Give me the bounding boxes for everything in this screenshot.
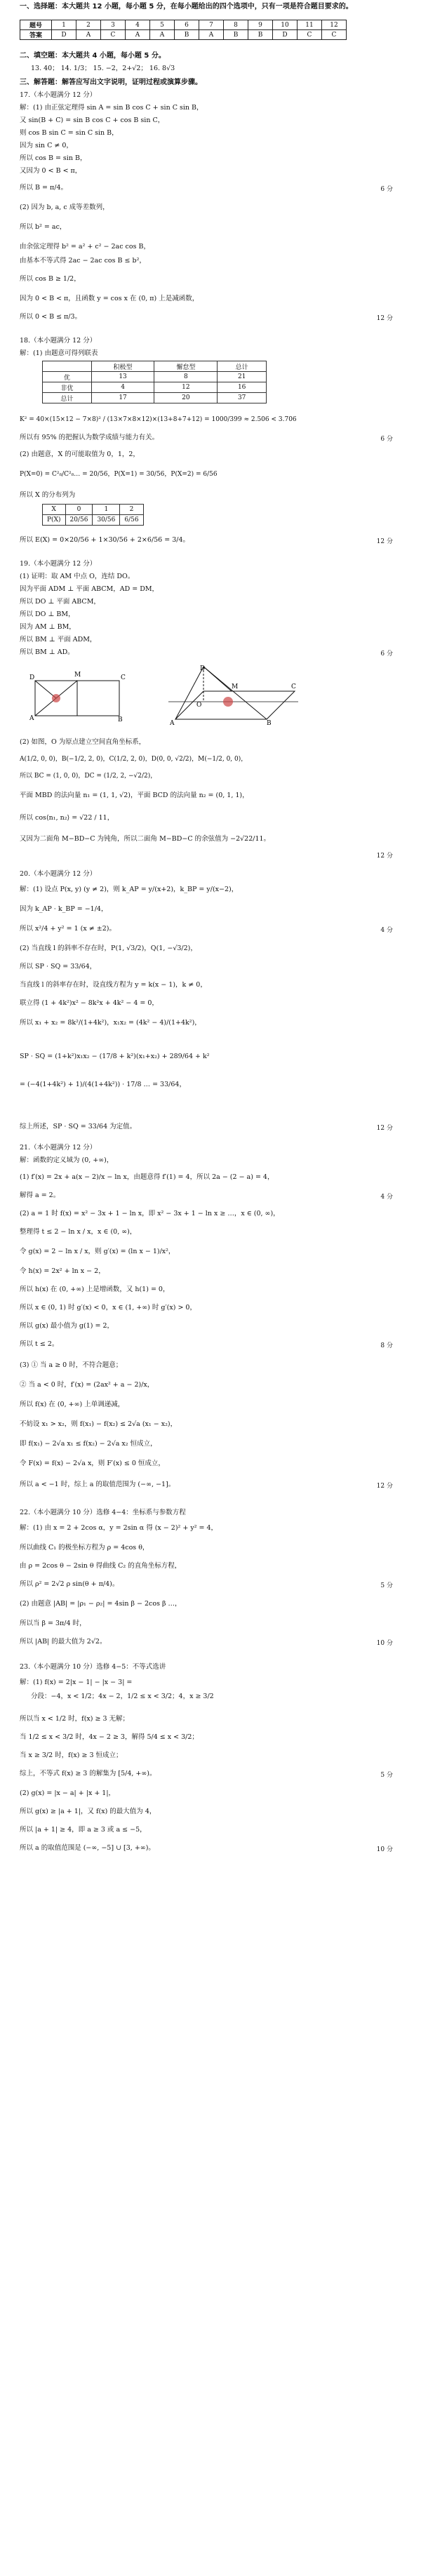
table-cell: 9 xyxy=(248,20,273,30)
table-cell: 37 xyxy=(218,393,267,403)
q21-line: 所以 h(x) 在 (0, +∞) 上是增函数，又 h(1) = 0， xyxy=(20,1286,170,1293)
score-mark: 5 分 xyxy=(380,1772,393,1779)
q18-line: 所以有 95% 的把握认为数学成绩与能力有关。 xyxy=(20,434,159,441)
table-cell: 8 xyxy=(154,372,218,382)
svg-text:D: D xyxy=(29,674,35,681)
table-cell: B xyxy=(224,30,248,40)
table-cell: 20/56 xyxy=(65,515,93,526)
table-cell: B xyxy=(248,30,273,40)
q19-line: 平面 MBD 的法向量 n₁ = (1, 1, √2)，平面 BCD 的法向量 n₂ = (0, 1, 1)， xyxy=(20,792,249,799)
table-cell: 4 xyxy=(91,382,154,393)
table-cell xyxy=(43,361,92,372)
svg-text:A: A xyxy=(29,715,34,722)
q23-line: 所以 |a + 1| ≥ 4，即 a ≥ 3 或 a ≤ −5， xyxy=(20,1826,147,1834)
score-mark: 12 分 xyxy=(376,1125,393,1132)
q20-title: 20.（本小题满分 12 分） xyxy=(20,870,97,878)
section1-heading: 一、选择题：本大题共 12 小题，每小题 5 分，在每小题给出的四个选项中，只有一项是符合题目要求的。 xyxy=(20,3,353,11)
q21-line: 不妨设 x₁ > x₂，则 f(x₁) − f(x₂) ≤ 2√a (x₁ − x₂)， xyxy=(20,1420,178,1428)
contingency-table xyxy=(42,361,267,403)
q18-line: 所以 E(X) = 0×20/56 + 1×30/56 + 2×6/56 = 3/4。 xyxy=(20,536,190,544)
q21-line: ② 当 a < 0 时，f′(x) = (2ax² + a − 2)/x， xyxy=(20,1381,154,1389)
table-cell: X xyxy=(43,505,66,515)
q19-line: 因为 AM ⊥ BM， xyxy=(20,623,76,631)
table-cell: 积极型 xyxy=(91,361,154,372)
q21-line: (2) a = 1 时 f(x) = x² − 3x + 1 − ln x，即 x² − 3x + 1 − ln x ≥ …，x ∈ (0, ∞)， xyxy=(20,1210,280,1217)
score-mark: 10 分 xyxy=(376,1640,393,1647)
svg-text:B: B xyxy=(118,716,123,723)
score-mark: 10 分 xyxy=(376,1846,393,1853)
table-cell: 5 xyxy=(150,20,175,30)
q23-line: 所以 a 的取值范围是 (−∞, −5] ∪ [3, +∞)。 xyxy=(20,1844,155,1852)
q20-line: 联立得 (1 + 4k²)x² − 8k²x + 4k² − 4 = 0， xyxy=(20,999,159,1007)
q20-line: 所以 x₁ + x₂ = 8k²/(1+4k²)，x₁x₂ = (4k² − 4)/(1+4k²)， xyxy=(20,1019,201,1027)
q21-line: 解得 a = 2。 xyxy=(20,1192,60,1199)
q21-line: 所以 t ≤ 2。 xyxy=(20,1340,59,1348)
q22-title: 22.（本小题满分 10 分）选修 4−4：坐标系与参数方程 xyxy=(20,1509,186,1516)
vector-text: 所以 BC = (1, 0, 0)，DC = (1/2, 2, −√2/2)， xyxy=(20,773,157,780)
rectangle-fold-figure xyxy=(28,667,133,723)
answer-table-answer-row xyxy=(20,30,347,40)
q22-line: 所以 |AB| 的最大值为 2√2。 xyxy=(20,1638,107,1646)
q21-title: 21.（本小题满分 12 分） xyxy=(20,1144,97,1152)
score-mark: 4 分 xyxy=(380,1194,393,1201)
q21-line: 令 F(x) = f(x) − 2√a x，则 F′(x) ≤ 0 恒成立， xyxy=(20,1460,165,1467)
table-cell: C xyxy=(322,30,347,40)
table-cell: 非优 xyxy=(43,382,92,393)
q23-line: 所以当 x < 1/2 时，f(x) ≥ 3 无解； xyxy=(20,1715,130,1723)
table-cell: C xyxy=(101,30,126,40)
table-cell: D xyxy=(52,30,76,40)
q23-line: 解：(1) f(x) = 2|x − 1| − |x − 3| = xyxy=(20,1679,133,1686)
table-cell: A xyxy=(150,30,175,40)
table-cell: 3 xyxy=(101,20,126,30)
svg-text:M: M xyxy=(232,683,239,690)
table-cell: 总计 xyxy=(43,393,92,403)
q23-line: 分段：−4，x < 1/2；4x − 2，1/2 ≤ x < 3/2；4，x ≥ 3/2 xyxy=(31,1693,214,1700)
table-cell: A xyxy=(199,30,224,40)
svg-text:O: O xyxy=(196,702,202,709)
table-cell: 6/56 xyxy=(120,515,143,526)
table-row xyxy=(43,515,144,526)
q17-line: 所以 B = π/4。 xyxy=(20,184,67,192)
q21-line: 令 h(x) = 2x² + ln x − 2， xyxy=(20,1267,105,1275)
q21-line: 所以 x ∈ (0, 1) 时 g′(x) < 0，x ∈ (1, +∞) 时 g′(x) > 0， xyxy=(20,1304,196,1312)
table-cell: 12 xyxy=(154,382,218,393)
q22-line: 所以当 β = 3π/4 时， xyxy=(20,1620,86,1627)
q20-line: = (−4(1+4k²) + 1)/(4(1+4k²)) · 17/8 … = 33/64， xyxy=(20,1081,186,1088)
q17-line: 因为 sin C ≠ 0， xyxy=(20,142,73,149)
q20-line: 所以 SP · SQ = 33/64， xyxy=(20,963,97,970)
table-cell: 7 xyxy=(199,20,224,30)
table-cell: 12 xyxy=(322,20,347,30)
probability-formula: P(X=0) = C²₈/C²₈… = 20/56，P(X=1) = 30/56，P(X=2) = 6/56 xyxy=(20,471,218,478)
q20-line: 所以 x²/4 + y² = 1 (x ≠ ±2)。 xyxy=(20,925,116,933)
score-mark: 12 分 xyxy=(376,538,393,545)
q19-line: 所以 BM ⊥ AD。 xyxy=(20,648,74,656)
score-mark: 5 分 xyxy=(380,1582,393,1589)
table-cell: 4 xyxy=(126,20,150,30)
table-cell: 懈怠型 xyxy=(154,361,218,372)
q19-line: 所以 BM ⊥ 平面 ADM， xyxy=(20,636,97,643)
table-cell: 1 xyxy=(93,505,120,515)
q19-line: 所以 cos⟨n₁, n₂⟩ = √22 / 11， xyxy=(20,814,114,822)
pyramid-figure xyxy=(161,663,302,726)
table-row xyxy=(43,372,267,382)
q23-line: (2) g(x) = |x − a| + |x + 1|， xyxy=(20,1789,116,1797)
q19-line: 所以 DO ⊥ BM， xyxy=(20,610,75,618)
table-cell: 6 xyxy=(175,20,199,30)
score-mark: 6 分 xyxy=(380,186,393,193)
section2-answers: 13. 40； 14. 1/3； 15. −2，2+√2； 16. 8√3 xyxy=(31,65,175,72)
q21-line: 所以 f(x) 在 (0, +∞) 上单调递减， xyxy=(20,1401,125,1408)
distribution-table xyxy=(42,504,144,526)
section2-heading: 二、填空题：本大题共 4 小题，每小题 5 分。 xyxy=(20,52,166,60)
svg-text:M: M xyxy=(74,672,81,679)
table-cell: 0 xyxy=(65,505,93,515)
k2-formula: K² = 40×(15×12 − 7×8)² / (13×7×8×12)×(13+8+7+12) = 1000/399 ≈ 2.506 < 3.706 xyxy=(20,416,297,423)
table-cell: 1 xyxy=(52,20,76,30)
score-mark: 12 分 xyxy=(376,853,393,860)
q20-line: 因为 k_AP · k_BP = −1/4， xyxy=(20,905,108,913)
q17-line: 所以 cos B = sin B， xyxy=(20,154,87,162)
q22-line: 所以 ρ² = 2√2 ρ sin(θ + π/4)。 xyxy=(20,1580,119,1588)
q19-line: 因为平面 ADM ⊥ 平面 ABCM，AD = DM， xyxy=(20,585,159,593)
table-cell: 21 xyxy=(218,372,267,382)
table-cell: 2 xyxy=(120,505,143,515)
table-cell: P(X) xyxy=(43,515,66,526)
coordinate-text: A(1/2, 0, 0)，B(−1/2, 2, 0)，C(1/2, 2, 0)，D(0, 0, √2/2)，M(−1/2, 0, 0)， xyxy=(20,756,248,763)
table-cell: C xyxy=(298,30,322,40)
table-cell: 13 xyxy=(91,372,154,382)
q18-line: (2) 由题意，X 的可能取值为 0，1，2， xyxy=(20,451,140,458)
q18-title: 18.（本小题满分 12 分） xyxy=(20,337,97,345)
table-cell: 8 xyxy=(224,20,248,30)
q23-line: 当 1/2 ≤ x < 3/2 时，4x − 2 ≥ 3，解得 5/4 ≤ x < 3/2； xyxy=(20,1733,199,1741)
q20-line: 综上所述，SP · SQ = 33/64 为定值。 xyxy=(20,1123,137,1130)
q20-line: (2) 当直线 l 的斜率不存在时，P(1, √3/2)，Q(1, −√3/2)， xyxy=(20,945,197,952)
q23-line: 当 x ≥ 3/2 时，f(x) ≥ 3 恒成立； xyxy=(20,1751,123,1759)
q23-line: 综上，不等式 f(x) ≥ 3 的解集为 [5/4, +∞)。 xyxy=(20,1770,156,1777)
q20-line: 解：(1) 设点 P(x, y) (y ≠ 2)，则 k_AP = y/(x+2)，k_BP = y/(x−2)， xyxy=(20,886,239,893)
table-cell: 2 xyxy=(76,20,101,30)
table-cell: 总计 xyxy=(218,361,267,372)
q17-line: 由余弦定理得 b² = a² + c² − 2ac cos B， xyxy=(20,243,150,251)
q21-line: 所以 a < −1 时，综上 a 的取值范围为 (−∞, −1]。 xyxy=(20,1481,175,1488)
q21-line: 所以 g(x) 最小值为 g(1) = 2， xyxy=(20,1322,114,1330)
table-cell: D xyxy=(273,30,298,40)
q21-line: (1) f′(x) = 2x + a(x − 2)/x − ln x，由题意得 f′(1) = 4，所以 2a − (2 − a) = 4， xyxy=(20,1173,274,1181)
score-mark: 8 分 xyxy=(380,1342,393,1349)
answer-table-label: 题号 xyxy=(20,20,52,30)
answer-table-label: 答案 xyxy=(20,30,52,40)
q17-line: (2) 因为 b, a, c 成等差数列， xyxy=(20,203,109,211)
q21-line: 整理得 t ≤ 2 − ln x / x，x ∈ (0, ∞)， xyxy=(20,1228,137,1236)
q18-line: 所以 X 的分布列为 xyxy=(20,491,76,499)
q22-line: 解：(1) 由 x = 2 + 2cos α，y = 2sin α 得 (x − 2)² + y² = 4， xyxy=(20,1524,218,1532)
svg-text:B: B xyxy=(267,720,272,726)
table-row xyxy=(43,393,267,403)
q17-line: 又 sin(B + C) = sin B cos C + cos B sin C， xyxy=(20,116,165,124)
svg-text:C: C xyxy=(291,683,296,690)
answer-table xyxy=(20,20,347,40)
q21-line: 解：函数的定义域为 (0, +∞)， xyxy=(20,1156,114,1164)
table-row xyxy=(43,382,267,393)
q19-line: 又因为二面角 M−BD−C 为钝角，所以二面角 M−BD−C 的余弦值为 −2√22/11。 xyxy=(20,835,271,843)
table-cell: 10 xyxy=(273,20,298,30)
q18-line: 解：(1) 由题意可得列联表 xyxy=(20,349,98,357)
q23-title: 23.（本小题满分 10 分）选修 4−5：不等式选讲 xyxy=(20,1663,166,1671)
q21-line: 令 g(x) = 2 − ln x / x，则 g′(x) = (ln x − 1)/x²， xyxy=(20,1248,175,1255)
q19-line: (2) 如图，O 为原点建立空间直角坐标系， xyxy=(20,738,146,746)
table-cell: 16 xyxy=(218,382,267,393)
table-cell: A xyxy=(126,30,150,40)
score-mark: 12 分 xyxy=(376,315,393,322)
answer-table-number-row xyxy=(20,20,347,30)
q17-line: 所以 b² = ac， xyxy=(20,223,67,231)
table-cell: B xyxy=(175,30,199,40)
score-mark: 6 分 xyxy=(380,436,393,443)
svg-text:D: D xyxy=(200,665,206,672)
q20-line: SP · SQ = (1+k²)x₁x₂ − (17/8 + k²)(x₁+x₂) + 289/64 + k² xyxy=(20,1053,210,1060)
q22-line: 由 ρ = 2cos θ − 2sin θ 得曲线 C₂ 的直角坐标方程， xyxy=(20,1562,182,1570)
q17-line: 又因为 0 < B < π， xyxy=(20,167,82,175)
score-mark: 4 分 xyxy=(380,927,393,934)
table-row xyxy=(43,505,144,515)
table-cell: 11 xyxy=(298,20,322,30)
q17-title: 17.（本小题满分 12 分） xyxy=(20,91,97,99)
score-mark: 12 分 xyxy=(376,1483,393,1490)
q17-line: 由基本不等式得 2ac − 2ac cos B ≤ b²， xyxy=(20,257,146,265)
q22-line: 所以曲线 C₁ 的极坐标方程为 ρ = 4cos θ， xyxy=(20,1544,149,1551)
svg-text:C: C xyxy=(121,674,126,681)
q17-line: 因为 0 < B < π，且函数 y = cos x 在 (0, π) 上是减函数， xyxy=(20,295,199,302)
q17-line: 所以 0 < B ≤ π/3。 xyxy=(20,313,82,321)
q19-line: 所以 DO ⊥ 平面 ABCM， xyxy=(20,598,100,606)
table-cell: 优 xyxy=(43,372,92,382)
q23-line: 所以 g(x) ≥ |a + 1|，又 f(x) 的最大值为 4， xyxy=(20,1808,156,1815)
svg-text:A: A xyxy=(170,720,175,726)
q21-line: (3) ① 当 a ≥ 0 时，不符合题意； xyxy=(20,1361,123,1369)
table-cell: 20 xyxy=(154,393,218,403)
q17-line: 则 cos B sin C = sin C sin B， xyxy=(20,129,119,137)
score-mark: 6 分 xyxy=(380,650,393,658)
q20-line: 当直线 l 的斜率存在时，设直线方程为 y = k(x − 1)，k ≠ 0， xyxy=(20,981,207,989)
q17-line: 所以 cos B ≥ 1/2， xyxy=(20,275,81,283)
q19-line: (1) 证明：取 AM 中点 O，连结 DO。 xyxy=(20,573,135,580)
table-row xyxy=(43,361,267,372)
q19-title: 19.（本小题满分 12 分） xyxy=(20,560,97,568)
table-cell: 30/56 xyxy=(93,515,120,526)
table-cell: A xyxy=(76,30,101,40)
q21-line: 即 f(x₁) − 2√a x₁ ≤ f(x₂) − 2√a x₂ 恒成立， xyxy=(20,1440,157,1448)
q22-line: (2) 由题意 |AB| = |ρ₁ − ρ₂| = 4sin β − 2cos β …， xyxy=(20,1600,182,1608)
q17-line: 解：(1) 由正弦定理得 sin A = sin B cos C + sin C sin B， xyxy=(20,104,203,112)
section3-heading: 三、解答题：解答应写出文字说明，证明过程或演算步骤。 xyxy=(20,79,202,86)
table-cell: 17 xyxy=(91,393,154,403)
